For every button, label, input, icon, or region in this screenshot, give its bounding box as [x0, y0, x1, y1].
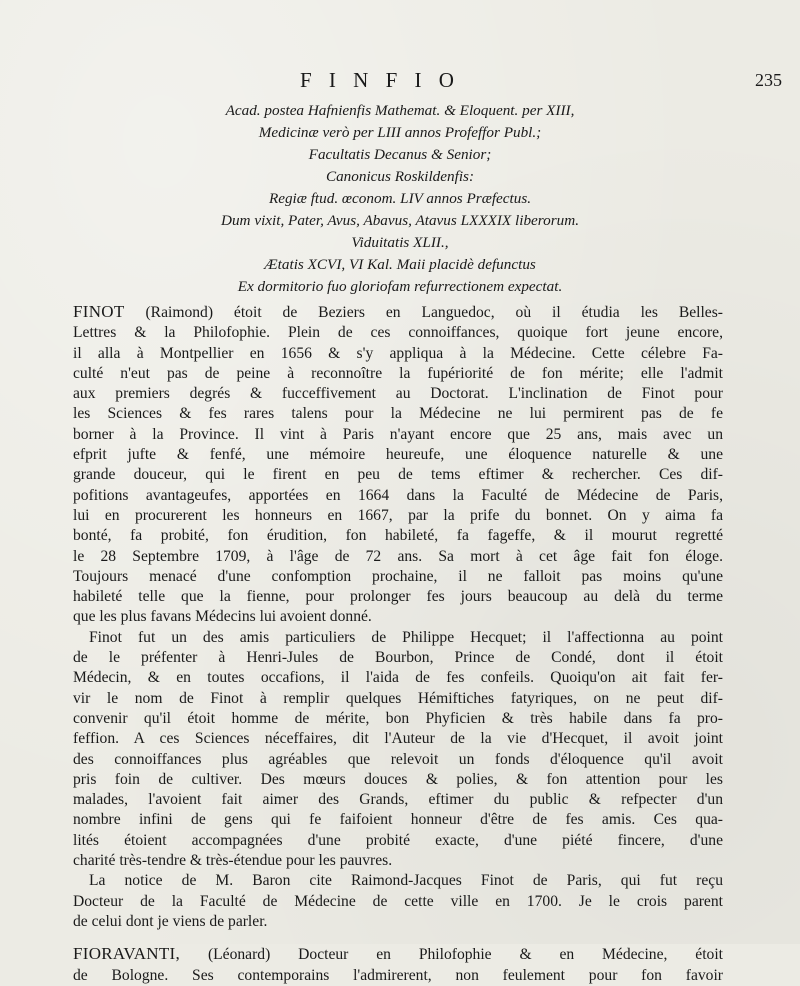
epitaph-line: Regiæ ftud. œconom. LIV annos Præfectus.: [268, 190, 532, 207]
epitaph-line: Viduitatis XLII.,: [351, 234, 449, 251]
epitaph-line: Acad. postea Hafnienfis Mathemat. & Eloquent. per XIII,: [225, 102, 575, 119]
text-line: nombre infini de gens qui fe faifoient honneur d'être de fes amis. Ces qua-: [73, 811, 723, 829]
headword-finot: FINOT: [73, 302, 125, 321]
text-line: pofitions avantageufes, apportées en 1664 dans la Faculté de Médecine de Paris,: [73, 486, 723, 504]
text-line: que les plus favans Médecins lui avoient donné.: [73, 608, 372, 626]
text-line: de le préfenter à Henri-Jules de Bourbon, Prince de Condé, dont il étoit: [73, 649, 723, 667]
text-line: La notice de M. Baron cite Raimond-Jacques Finot de Paris, qui fut reçu: [89, 872, 723, 890]
epitaph-line: Ex dormitorio fuo gloriofam refurrectionem expectat.: [237, 278, 563, 295]
text-line: charité très-tendre & très-étendue pour les pauvres.: [73, 852, 393, 870]
text-line: de celui dont je viens de parler.: [73, 912, 268, 930]
epitaph-inscription: [80, 100, 720, 298]
page-number: 235: [755, 70, 782, 90]
text-line: Finot fut un des amis particuliers de Philippe Hecquet; il l'affectionna au point: [89, 628, 723, 646]
epitaph-line: Facultatis Decanus & Senior;: [308, 146, 492, 163]
text-line: le 28 Septembre 1709, à l'âge de 72 ans. Sa mort à cet âge fait fon éloge.: [73, 547, 723, 565]
epitaph-line: Ætatis XCVI, VI Kal. Maii placidè defunctus: [264, 256, 536, 273]
text-line: les Sciences & fes rares talens pour la Médecine ne lui permirent pas de fe: [73, 405, 723, 423]
text-line: Docteur de la Faculté de Médecine de cette ville en 1700. Je le crois parent: [73, 892, 723, 910]
running-head: [0, 68, 800, 96]
text-line: [73, 944, 723, 965]
text-line: grande douceur, qui le firent en peu de tems eftimer & rechercher. Ces dif-: [73, 466, 723, 484]
text-line: lui en procurerent les honneurs en 1667, par la prife du bonnet. On y aima fa: [73, 506, 723, 524]
text-line: lités étoient accompagnées d'une probité exacte, d'une piété fincere, d'une: [73, 831, 723, 849]
text-line: aux premiers degrés & fucceffivement au Doctorat. L'inclination de Finot pour: [73, 385, 723, 403]
text-line: Lettres & la Philofophie. Plein de ces connoiffances, quoique fort jeune encore,: [73, 324, 723, 342]
paragraph-hecquet: [73, 628, 723, 872]
text-line-content: (Léonard) Docteur en Philofophie & en Médecine, étoit: [207, 946, 723, 964]
text-line: borner à la Province. Il vint à Paris n'ayant encore que 25 ans, mais avec un: [73, 425, 723, 443]
text-line: vir le nom de Finot à remplir quelques Hémiftiches fatyriques, on ne peut dif-: [73, 689, 723, 707]
entry-fioravanti: [73, 944, 723, 986]
paragraph-gap: [73, 932, 723, 944]
epitaph-line: Canonicus Roskildenfis:: [325, 168, 475, 185]
text-line: convenir qu'il étoit homme de mérite, bon Phyficien & très habile dans fa pro-: [73, 709, 723, 727]
text-line: malades, l'avoient fait aimer des Grands, eftimer du public & refpecter d'un: [73, 791, 723, 809]
running-head-title: F I N F I O: [300, 68, 460, 92]
text-line: habileté telle que la fienne, pour prolonger fes jours beaucoup au delà du terme: [73, 588, 723, 606]
text-line: [73, 302, 723, 323]
paragraph-baron: [73, 871, 723, 932]
text-line: bonté, fa probité, fon érudition, fon habileté, fa fageffe, & il mourut regretté: [73, 527, 723, 545]
text-line: efprit jufte & fenfé, une mémoire heureufe, une éloquence naturelle & une: [73, 446, 723, 464]
text-line-content: (Raimond) étoit de Beziers en Languedoc, où il étudia les Belles-: [145, 304, 723, 321]
entry-finot: [73, 302, 723, 628]
text-line: Toujours menacé d'une confomption prochaine, il ne falloit pas moins qu'une: [73, 567, 723, 585]
epitaph-line: Dum vixit, Pater, Avus, Abavus, Atavus LXXXIX liberorum.: [221, 212, 579, 229]
text-line: pris foin de cultiver. Des mœurs douces & polies, & fon attention pour les: [73, 770, 723, 788]
text-line: culté n'eut pas de peine à reconnoître la fupériorité de fon mérite; elle l'admit: [73, 364, 723, 382]
text-line: il alla à Montpellier en 1656 & s'y appliqua à la Médecine. Cette célebre Fa-: [73, 344, 723, 362]
epitaph-line: Medicinæ verò per LIII annos Profeffor Publ.;: [258, 124, 542, 141]
text-line: feffion. A ces Sciences néceffaires, dit l'Auteur de la vie d'Hecquet, il avoit joint: [73, 730, 723, 748]
body-text: [73, 302, 723, 986]
text-line: des connoiffances plus agréables que relevoit un fonds d'éloquence qu'il avoit: [73, 750, 723, 768]
text-line: Médecin, & en toutes occafions, il l'aida de fes confeils. Quoiqu'on ait fait fer-: [73, 669, 723, 687]
headword-fioravanti: FIORAVANTI,: [73, 944, 181, 964]
text-line: de Bologne. Ses contemporains l'admirerent, non feulement pour fon favoir: [73, 966, 723, 984]
